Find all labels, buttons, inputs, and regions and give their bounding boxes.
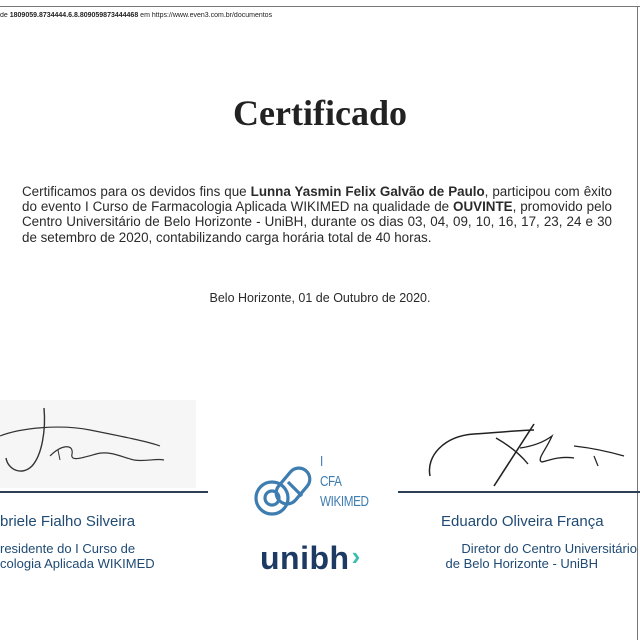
cfa-line3: WIKIMED [320, 493, 369, 510]
page-border-top [0, 6, 640, 7]
cfa-wikimed-wordmark [320, 452, 369, 512]
body-intro: Certificamos para os devidos fins que [22, 184, 247, 199]
right-signature-image [424, 416, 628, 488]
participant-name: Lunna Yasmin Felix Galvão de Paulo [250, 184, 485, 199]
left-signer-name: briele Fialho Silveira [0, 513, 136, 530]
issue-date: Belo Horizonte, 01 de Outubro de 2020. [209, 291, 431, 305]
left-signature-image [0, 400, 196, 488]
unibh-wordmark: unibh [260, 540, 350, 576]
right-signer-role-line1: Diretor do Centro Universitário [461, 541, 637, 556]
cfa-line2: CFA [320, 473, 342, 490]
left-signature-line [0, 491, 208, 493]
cfa-wikimed-logo-mark [252, 460, 318, 520]
certificate-body [22, 184, 612, 245]
body-details: , promovido pelo Centro Universitário de Belo Horizonte - UniBH, durante os dias 03, 04, 09, 10, 16, 17, 23, 24 e 30 de setembro de 2020, contabilizando carga horária total de 40 horas. [22, 199, 612, 245]
verification-header [0, 12, 640, 26]
left-signer-role-line2: cologia Aplicada WIKIMED [0, 556, 155, 571]
unibh-chevron-icon: › [351, 541, 361, 571]
right-signer-role-line2: de Belo Horizonte - UniBH [445, 556, 598, 571]
verification-url: em https://www.even3.com.br/documentos [140, 12, 273, 19]
certificate-title: Certificado [233, 93, 407, 133]
right-signer-name: Eduardo Oliveira França [441, 513, 604, 530]
verification-code: 1809059.8734444.6.8.809059873444468 [9, 12, 139, 19]
verification-prefix: de [0, 12, 8, 19]
participant-role: OUVINTE [453, 199, 513, 215]
body-event: , participou com êxito do evento I Curso de Farmacologia Aplicada WIKIMED na qualidade de [22, 184, 612, 215]
left-signer-role-line1: residente do I Curso de [0, 541, 136, 556]
right-signature-line [398, 491, 640, 493]
unibh-logo [260, 540, 361, 577]
cfa-line1: I [320, 453, 323, 470]
